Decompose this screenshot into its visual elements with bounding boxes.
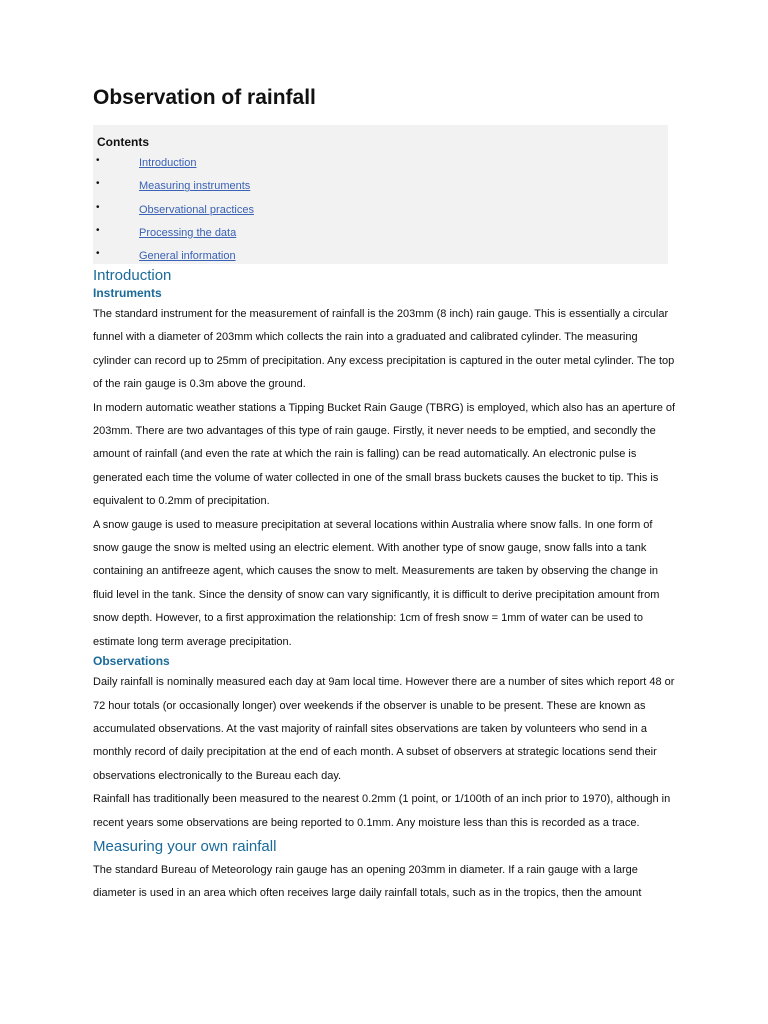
page-title: Observation of rainfall <box>93 86 316 109</box>
toc-link-processing-the-data[interactable]: Processing the data <box>139 226 237 239</box>
toc-item-measuring-instruments <box>93 176 668 199</box>
section-heading-measuring-your-own-rainfall: Measuring your own rainfall <box>93 837 277 855</box>
toc-link-general-information[interactable]: General information <box>139 250 236 263</box>
toc-link-observational-practices[interactable]: Observational practices <box>139 203 254 216</box>
paragraph-daily-rainfall: Daily rainfall is nominally measured each day at 9am local time. However there are a number of sites which report 48 or 72 hour totals (or occasionally longer) over weekends if the observer is unable to be present. These are known as accumulated observations. At the vast majority of rainfall sites observations are taken by volunteers who send in a monthly record of daily precipitation at the end of each month. A subset of observers at strategic locations send their observations electronically to the Bureau each day. <box>93 676 675 782</box>
toc-item-observational-practices <box>93 200 668 223</box>
toc-link-measuring-instruments[interactable]: Measuring instruments <box>139 180 251 193</box>
main-content <box>93 266 678 906</box>
paragraph-snow-gauge: A snow gauge is used to measure precipitation at several locations within Australia where snow falls. In one form of snow gauge the snow is melted using an electric element. With another type of snow gauge, snow falls into a tank containing an antifreeze agent, which causes the snow to melt. Measurements are taken by observing the change in fluid level in the tank. Since the density of snow can vary significantly, it is difficult to derive precipitation amount from snow depth. However, to a first approximation the relationship: 1cm of fresh snow = 1mm of water can be used to estimate long term average precipitation. <box>93 518 660 648</box>
subsection-heading-observations: Observations <box>93 654 170 669</box>
paragraph-tipping-bucket: In modern automatic weather stations a Tipping Bucket Rain Gauge (TBRG) is employed, which also has an aperture of 203mm. There are two advantages of this type of rain gauge. Firstly, it never needs to be emptied, and secondly the amount of rainfall (and even the rate at which the rain is falling) can be read automatically. An electronic pulse is generated each time the volume of water collected in one of the small brass buckets causes the bucket to tip. This is equivalent to 0.2mm of precipitation. <box>93 401 676 508</box>
paragraph-standard-gauge: The standard Bureau of Meteorology rain gauge has an opening 203mm in diameter. If a rain gauge with a large diameter is used in an area which often receives large daily rainfall totals, such as in the tropics, then the amount <box>93 863 642 900</box>
bullet-icon: • <box>96 248 100 260</box>
bullet-icon: • <box>96 178 100 190</box>
bullet-icon: • <box>96 155 100 166</box>
toc-title: Contents <box>97 135 149 149</box>
toc-item-introduction <box>93 153 668 176</box>
paragraph-rain-gauge: The standard instrument for the measurement of rainfall is the 203mm (8 inch) rain gauge. This is essentially a circular funnel with a diameter of 203mm which collects the rain into a graduated and calibrated cylinder. The measuring cylinder can record up to 25mm of precipitation. Any excess precipitation is captured in the outer metal cylinder. The top of the rain gauge is 0.3m above the ground. <box>93 308 675 391</box>
table-of-contents <box>93 125 668 264</box>
toc-link-introduction[interactable]: Introduction <box>139 157 197 169</box>
bullet-icon: • <box>96 201 100 213</box>
bullet-icon: • <box>96 224 100 236</box>
section-heading-introduction: Introduction <box>93 267 172 284</box>
subsection-heading-instruments: Instruments <box>93 286 162 300</box>
paragraph-measurement-precision: Rainfall has traditionally been measured to the nearest 0.2mm (1 point, or 1/100th of an inch prior to 1970), although in recent years some observations are being reported to 0.1mm. Any moisture less than this is recorded as a trace. <box>93 793 671 829</box>
toc-item-processing-the-data <box>93 223 668 246</box>
toc-list <box>93 153 668 269</box>
